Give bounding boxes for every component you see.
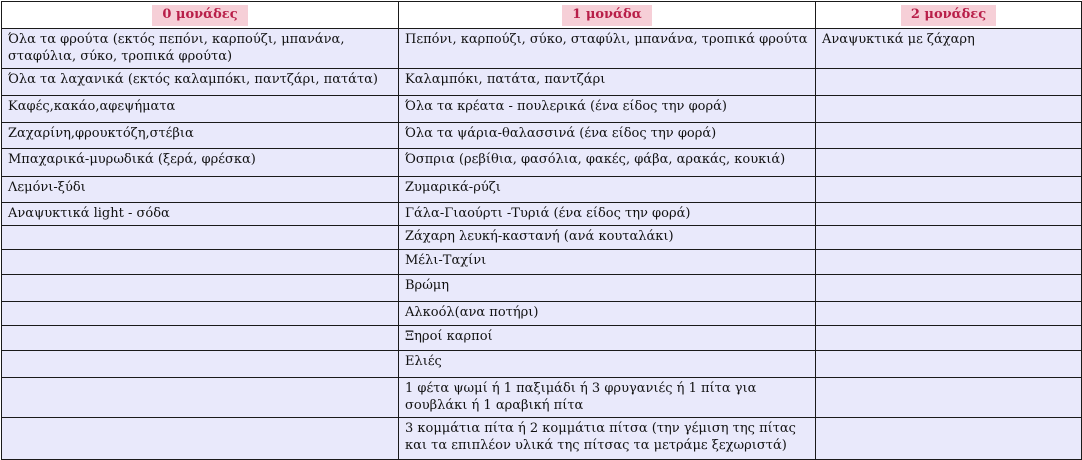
header-cell-2-points xyxy=(816,2,1082,29)
cell-1-point: Ελιές xyxy=(399,351,816,378)
table-row xyxy=(2,29,1082,69)
table-row xyxy=(2,250,1082,275)
cell-0-points: Όλα τα φρούτα (εκτός πεπόνι, καρπούζι, μπανάνα, σταφύλια, σύκο, τροπικά φρούτα) xyxy=(2,29,399,69)
table-row xyxy=(2,177,1082,203)
header-label-1-point: 1 μονάδα xyxy=(562,5,651,26)
cell-0-points xyxy=(2,226,399,250)
cell-2-points: Αναψυκτικά με ζάχαρη xyxy=(816,29,1082,69)
cell-1-point: Αλκοόλ(ανα ποτήρι) xyxy=(399,302,816,326)
table-row xyxy=(2,378,1082,418)
cell-1-point: Πεπόνι, καρπούζι, σύκο, σταφύλι, μπανάνα, τροπικά φρούτα xyxy=(399,29,816,69)
cell-0-points xyxy=(2,302,399,326)
cell-1-point: Μέλι-Ταχίνι xyxy=(399,250,816,275)
cell-0-points: Καφές,κακάο,αφεψήματα xyxy=(2,96,399,123)
cell-0-points: Λεμόνι-ξύδι xyxy=(2,177,399,203)
table-row xyxy=(2,203,1082,226)
cell-2-points xyxy=(816,326,1082,351)
cell-2-points xyxy=(816,275,1082,302)
header-row xyxy=(2,2,1082,29)
cell-2-points xyxy=(816,226,1082,250)
cell-2-points xyxy=(816,378,1082,418)
cell-0-points: Αναψυκτικά light - σόδα xyxy=(2,203,399,226)
cell-0-points xyxy=(2,275,399,302)
cell-2-points xyxy=(816,250,1082,275)
cell-1-point: Ξηροί καρποί xyxy=(399,326,816,351)
table-row xyxy=(2,149,1082,177)
cell-2-points xyxy=(816,149,1082,177)
cell-1-point: Ζυμαρικά-ρύζι xyxy=(399,177,816,203)
cell-1-point: 1 φέτα ψωμί ή 1 παξιμάδι ή 3 φρυγανιές ή 1 πίτα για σουβλάκι ή 1 αραβική πίτα xyxy=(399,378,816,418)
cell-0-points: Μπαχαρικά-μυρωδικά (ξερά, φρέσκα) xyxy=(2,149,399,177)
header-label-0-points: 0 μονάδες xyxy=(152,5,247,26)
table-row xyxy=(2,418,1082,460)
cell-2-points xyxy=(816,203,1082,226)
header-label-2-points: 2 μονάδες xyxy=(901,5,996,26)
table-row xyxy=(2,351,1082,378)
table-row xyxy=(2,123,1082,149)
cell-2-points xyxy=(816,418,1082,460)
cell-1-point: Όλα τα ψάρια-θαλασσινά (ένα είδος την φορά) xyxy=(399,123,816,149)
cell-1-point: Όλα τα κρέατα - πουλερικά (ένα είδος την φορά) xyxy=(399,96,816,123)
cell-0-points: Όλα τα λαχανικά (εκτός καλαμπόκι, παντζάρι, πατάτα) xyxy=(2,69,399,96)
cell-2-points xyxy=(816,177,1082,203)
table-row xyxy=(2,69,1082,96)
cell-1-point: 3 κομμάτια πίτα ή 2 κομμάτια πίτσα (την γέμιση της πίτας και τα επιπλέον υλικά της πίτσας τα μετράμε ξεχωριστά) xyxy=(399,418,816,460)
cell-2-points xyxy=(816,351,1082,378)
cell-0-points xyxy=(2,250,399,275)
cell-1-point: Όσπρια (ρεβίθια, φασόλια, φακές, φάβα, αρακάς, κουκιά) xyxy=(399,149,816,177)
cell-0-points xyxy=(2,418,399,460)
table-row xyxy=(2,96,1082,123)
cell-0-points xyxy=(2,326,399,351)
header-cell-0-points xyxy=(2,2,399,29)
cell-2-points xyxy=(816,96,1082,123)
cell-0-points: Ζαχαρίνη,φρουκτόζη,στέβια xyxy=(2,123,399,149)
cell-0-points xyxy=(2,351,399,378)
food-points-table xyxy=(1,1,1082,460)
cell-0-points xyxy=(2,378,399,418)
cell-1-point: Γάλα-Γιαούρτι -Τυριά (ένα είδος την φορά) xyxy=(399,203,816,226)
cell-1-point: Ζάχαρη λευκή-καστανή (ανά κουταλάκι) xyxy=(399,226,816,250)
header-cell-1-point xyxy=(399,2,816,29)
table-row xyxy=(2,275,1082,302)
table-row xyxy=(2,302,1082,326)
cell-1-point: Καλαμπόκι, πατάτα, παντζάρι xyxy=(399,69,816,96)
cell-2-points xyxy=(816,123,1082,149)
cell-1-point: Βρώμη xyxy=(399,275,816,302)
table-row xyxy=(2,226,1082,250)
table-row xyxy=(2,326,1082,351)
cell-2-points xyxy=(816,69,1082,96)
cell-2-points xyxy=(816,302,1082,326)
